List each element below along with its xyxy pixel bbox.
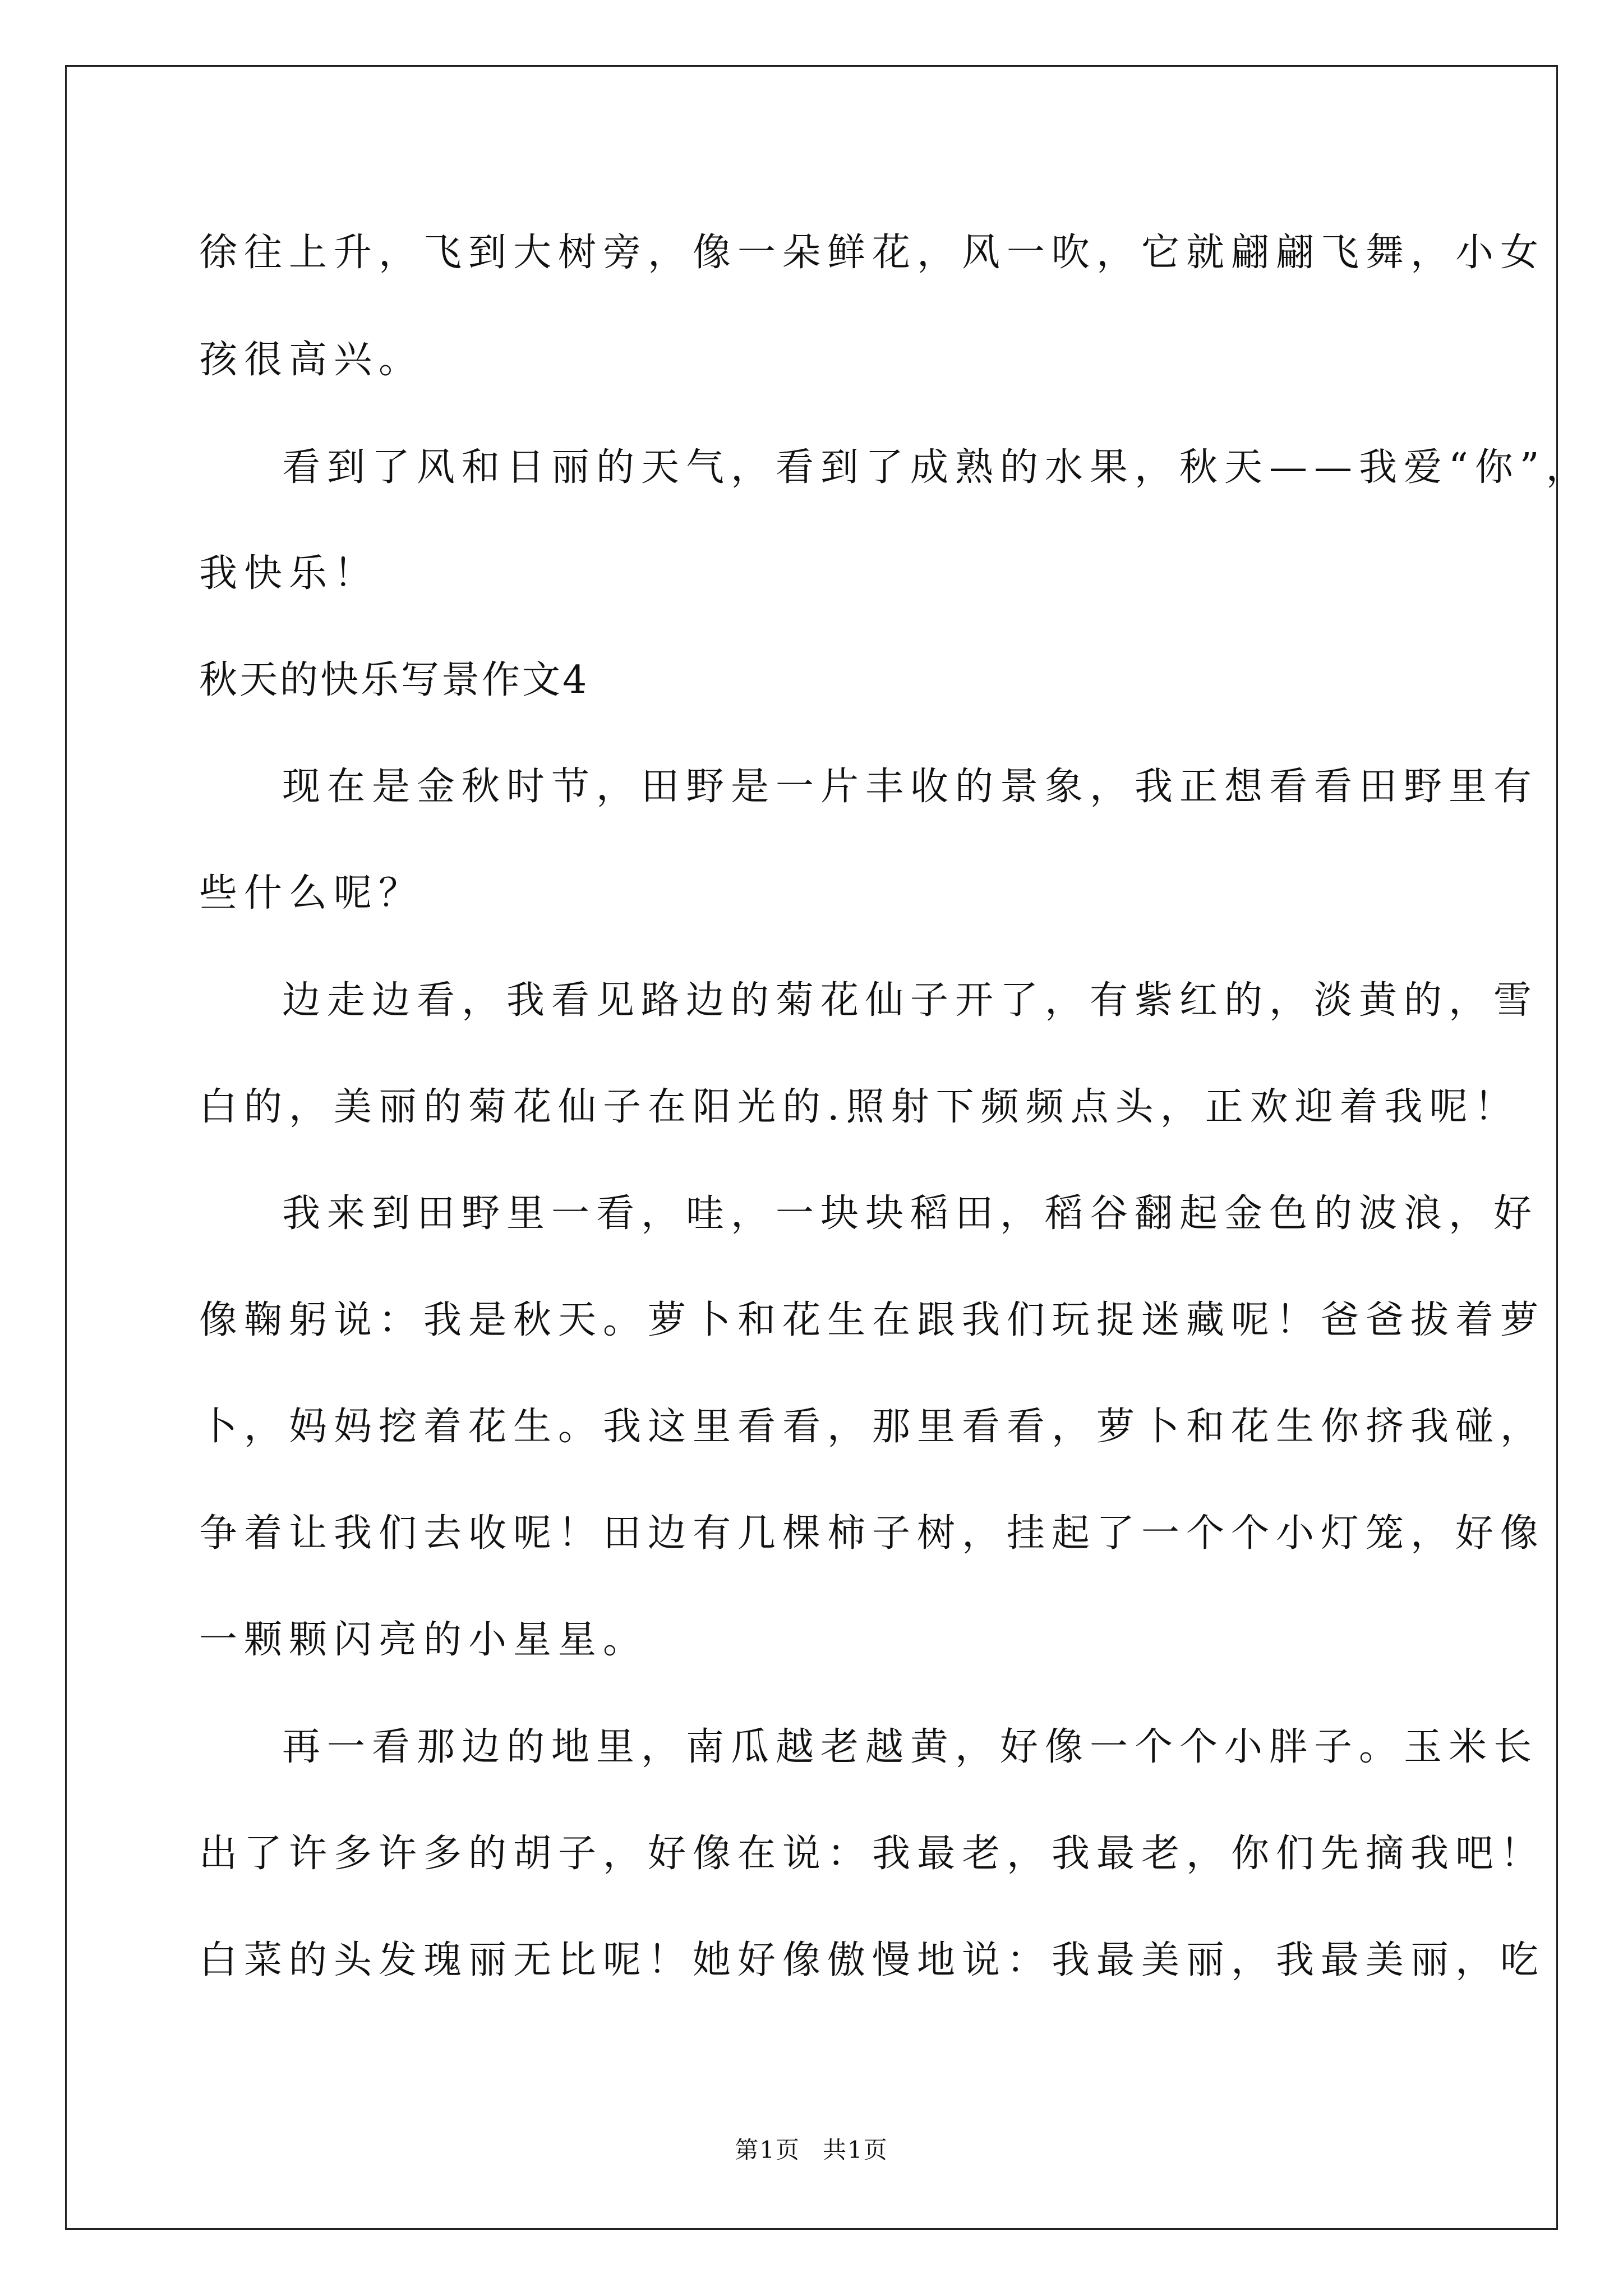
paragraph-line: 边走边看，我看见路边的菊花仙子开了，有紫红的，淡黄的，雪 bbox=[282, 978, 1539, 1023]
text-line: 一颗颗闪亮的小星星。 bbox=[199, 1618, 648, 1662]
page-footer bbox=[0, 2138, 1623, 2162]
page-border bbox=[65, 65, 1591, 2230]
paragraph-line: 再一看那边的地里，南瓜越老越黄，好像一个个小胖子。玉米长 bbox=[282, 1725, 1539, 1769]
text-line: 我快乐！ bbox=[199, 551, 379, 596]
page-total: 共1页 bbox=[823, 2136, 888, 2164]
paragraph-line: 我来到田野里一看，哇，一块块稻田，稻谷翻起金色的波浪，好 bbox=[282, 1191, 1539, 1236]
text-line: 白菜的头发瑰丽无比呢！她好像傲慢地说：我最美丽，我最美丽，吃 bbox=[199, 1938, 1546, 1982]
text-line: 徐往上升，飞到大树旁，像一朵鲜花，风一吹，它就翩翩飞舞，小女 bbox=[199, 231, 1546, 275]
text-line: 像鞠躬说：我是秋天。萝卜和花生在跟我们玩捉迷藏呢！爸爸拔着萝 bbox=[199, 1298, 1546, 1342]
section-heading: 秋天的快乐写景作文4 bbox=[199, 658, 589, 702]
page-number: 第1页 bbox=[735, 2136, 800, 2164]
text-line: 争着让我们去收呢！田边有几棵柿子树，挂起了一个个小灯笼，好像 bbox=[199, 1511, 1546, 1556]
text-line: 出了许多许多的胡子，好像在说：我最老，我最老，你们先摘我吧！ bbox=[199, 1832, 1546, 1876]
paragraph-line: 看到了风和日丽的天气，看到了成熟的水果，秋天——我爱“你”， bbox=[282, 445, 1591, 490]
paragraph-line: 现在是金秋时节，田野是一片丰收的景象，我正想看看田野里有 bbox=[282, 765, 1539, 809]
text-line: 卜，妈妈挖着花生。我这里看看，那里看看，萝卜和花生你挤我碰， bbox=[199, 1405, 1546, 1449]
text-line: 些什么呢？ bbox=[199, 871, 424, 915]
text-line: 白的，美丽的菊花仙子在阳光的.照射下频频点头，正欢迎着我呢！ bbox=[199, 1085, 1519, 1129]
text-line: 孩很高兴。 bbox=[199, 338, 424, 382]
